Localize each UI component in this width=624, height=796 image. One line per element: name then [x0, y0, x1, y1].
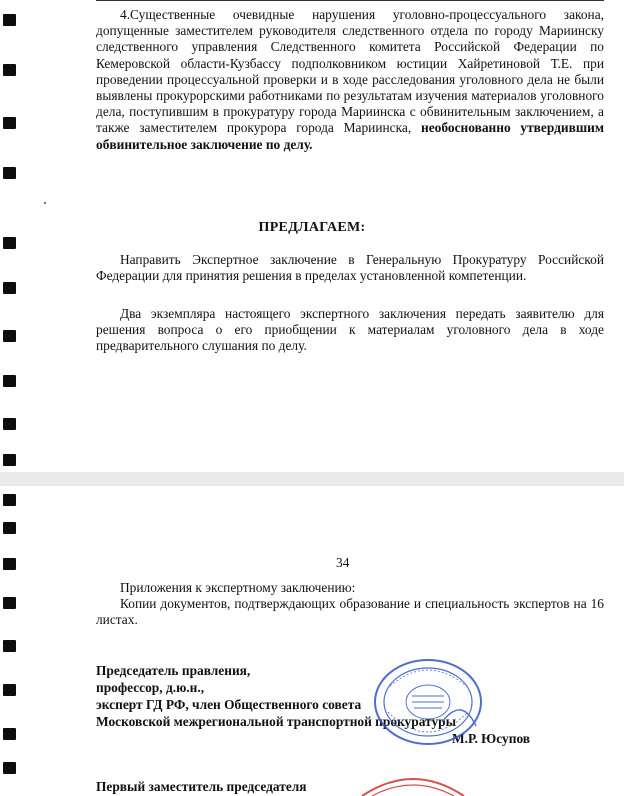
- page-sheet-lower: [0, 486, 624, 796]
- red-stamp-fragment: [358, 770, 468, 796]
- proposal-2: Два экземпляра настоящего экспертного заключения передать заявителю для решения вопроса о его приобщении к материалам уголовного дела в ходе предварительного слушания по делу.: [96, 306, 604, 354]
- appendix-text: Копии документов, подтверждающих образование и специальность экспертов на 16 листах.: [96, 596, 604, 628]
- binding-hole: [3, 640, 16, 652]
- binding-hole: [3, 282, 16, 294]
- binding-hole: [3, 237, 16, 249]
- binding-hole: [3, 14, 16, 26]
- section-heading: ПРЕДЛАГАЕМ:: [258, 220, 366, 235]
- cut-text-line: [96, 0, 604, 4]
- binding-hole: [3, 418, 16, 430]
- next-signatory-title: Первый заместитель председателя: [96, 779, 307, 794]
- binding-hole: [3, 494, 16, 506]
- page-gap: [0, 472, 624, 486]
- paragraph-4-text: 4.Существенные очевидные нарушения уголовно-процессуального закона, допущенные заместителем руководителя следственного отдела по городу Мариинску следственного управления Следственного комитета Российской Федерации по Кемеровской области-Кузбассу подполковником юстиции Хайретиновой Т.Е. при проведении процессуальной проверки и в ходе расследования уголовного дела не были выявлены прокурорскими работниками по результатам изучения материалов уголовного дела, поступившим в прокуратуру города Мариинска с обвинительным заключением, а также заместителем прокурора города Мариинска,: [96, 7, 604, 136]
- signature-line-2: профессор, д.ю.н.,: [96, 680, 205, 695]
- paragraph-4: [96, 7, 604, 153]
- binding-hole: [3, 728, 16, 740]
- binding-hole: [3, 64, 16, 76]
- binding-hole: [3, 375, 16, 387]
- binding-hole: [3, 117, 16, 129]
- official-seal-stamp: [372, 656, 484, 748]
- signature-line-3: эксперт ГД РФ, член Общественного совета: [96, 697, 362, 712]
- binding-holes-left-lower: [3, 486, 17, 796]
- signature-line-1: Председатель правления,: [96, 663, 251, 678]
- binding-hole: [3, 167, 16, 179]
- page-number: 34: [336, 555, 350, 570]
- speck: [44, 202, 46, 204]
- appendix-title: Приложения к экспертному заключению:: [120, 580, 356, 595]
- binding-hole: [3, 684, 16, 696]
- paragraph-4-bold: необоснованно утвердившим обвинительное заключение по делу.: [96, 120, 604, 152]
- binding-hole: [3, 762, 16, 774]
- binding-hole: [3, 330, 16, 342]
- binding-hole: [3, 597, 16, 609]
- binding-hole: [3, 558, 16, 570]
- binding-hole: [3, 454, 16, 466]
- binding-hole: [3, 522, 16, 534]
- signatory-name: М.Р. Юсупов: [452, 731, 531, 746]
- signature-line-4: Московской межрегиональной транспортной прокуратуры: [96, 714, 457, 729]
- proposal-1: Направить Экспертное заключение в Генеральную Прокуратуру Российской Федерации для принятия решения в пределах установленной компетенции.: [96, 252, 604, 284]
